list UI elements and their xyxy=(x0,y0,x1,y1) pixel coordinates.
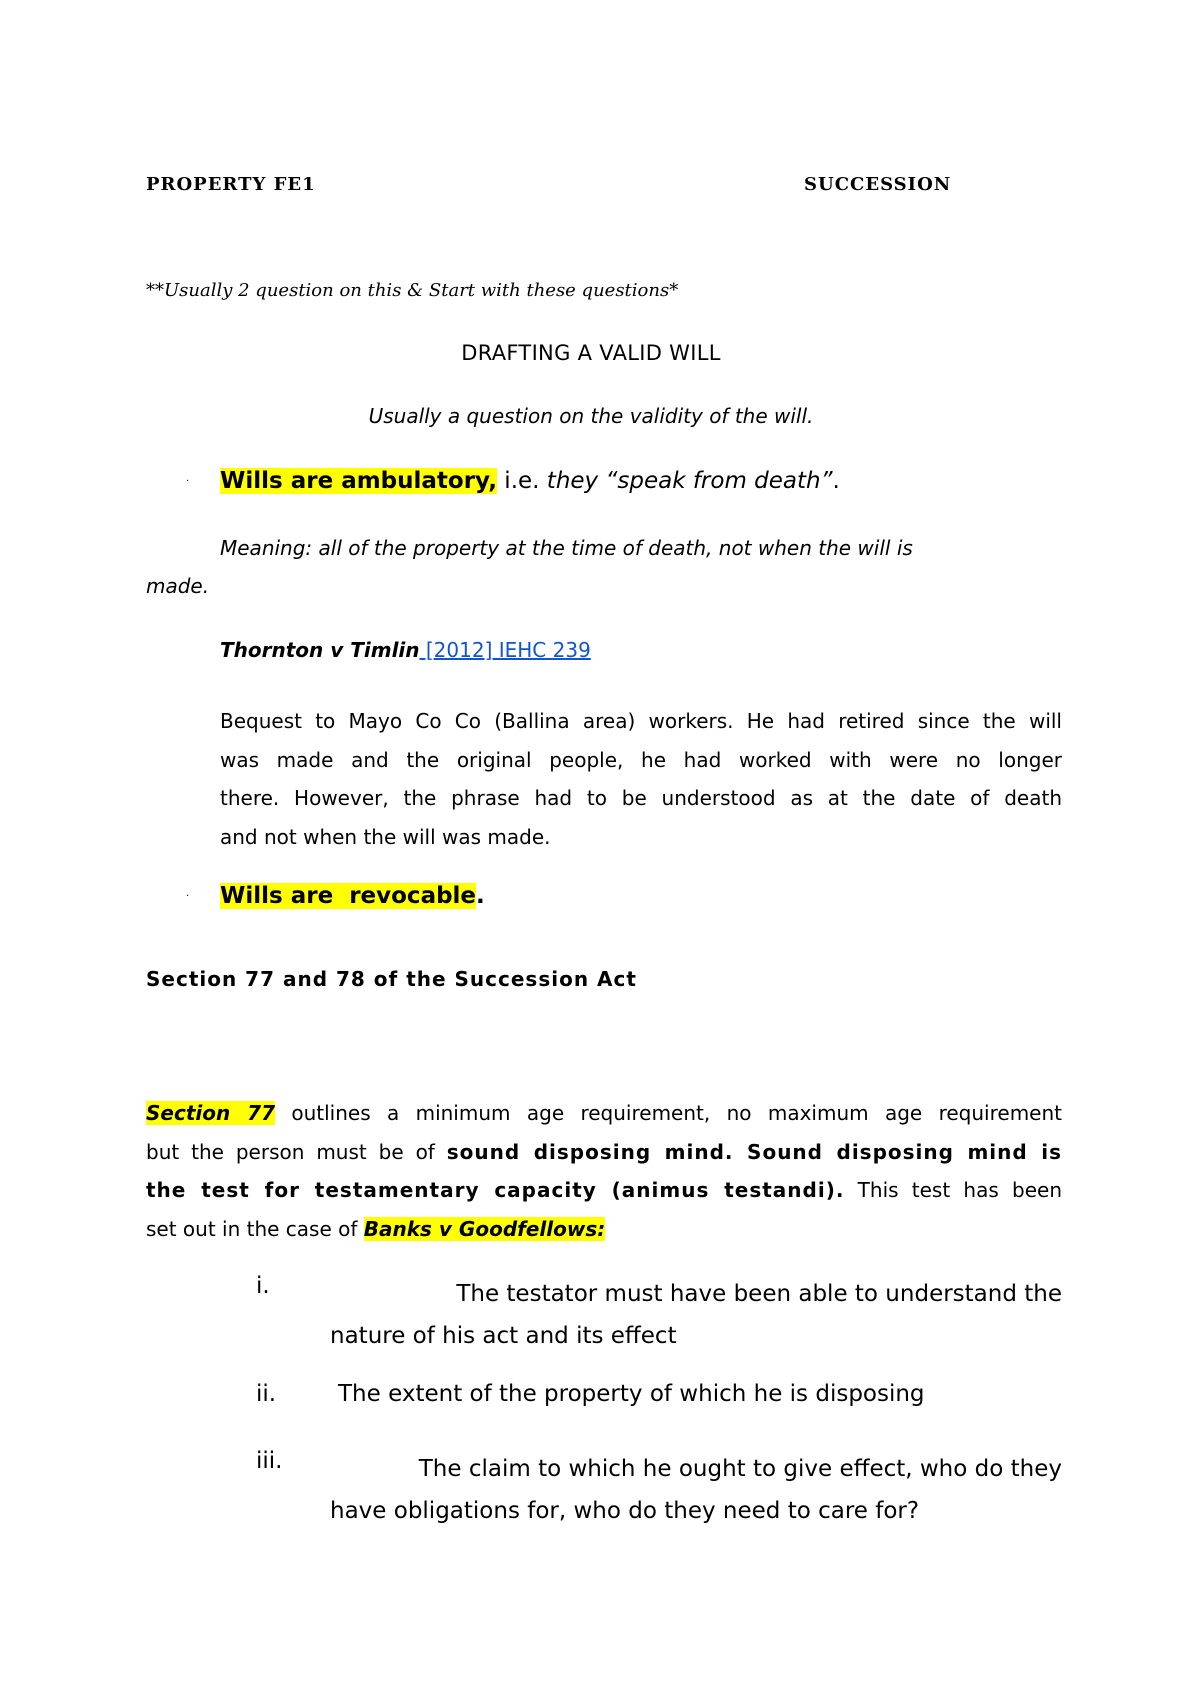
case-text-line: Bequest to Mayo Co Co (Ballina area) workers. He had retired since the will xyxy=(220,709,1062,733)
section-77-label: Section 77 xyxy=(146,1101,276,1125)
bullet-marker: · xyxy=(186,476,190,487)
list-number: i. xyxy=(256,1273,270,1299)
revocable-highlight: Wills are revocable xyxy=(220,883,477,909)
s77-text: set out in the case of xyxy=(146,1216,364,1241)
study-note: **Usually 2 question on this & Start with these questions* xyxy=(146,280,679,301)
header-left: PROPERTY FE1 xyxy=(146,174,316,195)
page-subtitle: Usually a question on the validity of the will. xyxy=(368,404,814,428)
s77-bold: the test for testamentary capacity (animus testandi). xyxy=(146,1178,845,1202)
s77-text: but the person must be of xyxy=(146,1139,447,1164)
speak-from-death-quote: they “speak from death” xyxy=(546,468,833,494)
case-text-line: there. However, the phrase had to be understood as at the date of death xyxy=(220,786,1062,810)
ie-text: i.e. xyxy=(497,468,547,494)
s77-bold: sound disposing mind. Sound disposing mind is xyxy=(446,1139,1062,1164)
ambulatory-highlight: Wills are ambulatory, xyxy=(220,468,497,494)
case-thornton-text xyxy=(220,702,1062,856)
section-heading: Section 77 and 78 of the Succession Act xyxy=(146,967,637,991)
meaning-line-2: made. xyxy=(146,574,210,598)
list-item-line: nature of his act and its effect xyxy=(330,1323,677,1349)
s77-line-2 xyxy=(146,1133,1062,1172)
list-number: iii. xyxy=(256,1448,283,1474)
bullet-ambulatory xyxy=(220,468,840,494)
s77-line-3 xyxy=(146,1171,1062,1210)
header-right: SUCCESSION xyxy=(804,174,952,195)
bullet-marker: · xyxy=(186,891,190,902)
bullet-revocable xyxy=(220,883,485,909)
meaning-line-1: Meaning: all of the property at the time of death, not when the will is xyxy=(220,536,913,560)
banks-v-goodfellows: Banks v Goodfellows: xyxy=(363,1216,606,1241)
list-item-line: have obligations for, who do they need to care for? xyxy=(330,1498,920,1524)
s77-line-1 xyxy=(146,1094,1062,1133)
case-text-line: was made and the original people, he had worked with were no longer xyxy=(220,747,1062,772)
list-item: The extent of the property of which he is disposing xyxy=(338,1381,925,1407)
case-text-line: and not when the will was made. xyxy=(220,824,551,849)
s77-text: outlines a minimum age requirement, no maximum age requirement xyxy=(275,1101,1062,1125)
list-item-line: The claim to which he ought to give effect, who do they xyxy=(418,1456,1062,1482)
s77-text: This test has been xyxy=(844,1178,1063,1202)
case-thornton xyxy=(220,638,591,662)
list-item-line: The testator must have been able to understand the xyxy=(456,1281,1062,1307)
bullet1-end: . xyxy=(832,468,840,494)
section-77-paragraph xyxy=(146,1094,1062,1248)
s77-line-4 xyxy=(146,1210,1062,1249)
page-title: DRAFTING A VALID WILL xyxy=(461,341,721,365)
list-item xyxy=(330,1448,1062,1532)
bullet2-end: . xyxy=(476,883,485,909)
case-citation-link[interactable]: [2012] IEHC 239 xyxy=(419,638,591,662)
list-number: ii. xyxy=(256,1381,277,1407)
case-name: Thornton v Timlin xyxy=(220,638,420,662)
list-item xyxy=(330,1273,1062,1357)
